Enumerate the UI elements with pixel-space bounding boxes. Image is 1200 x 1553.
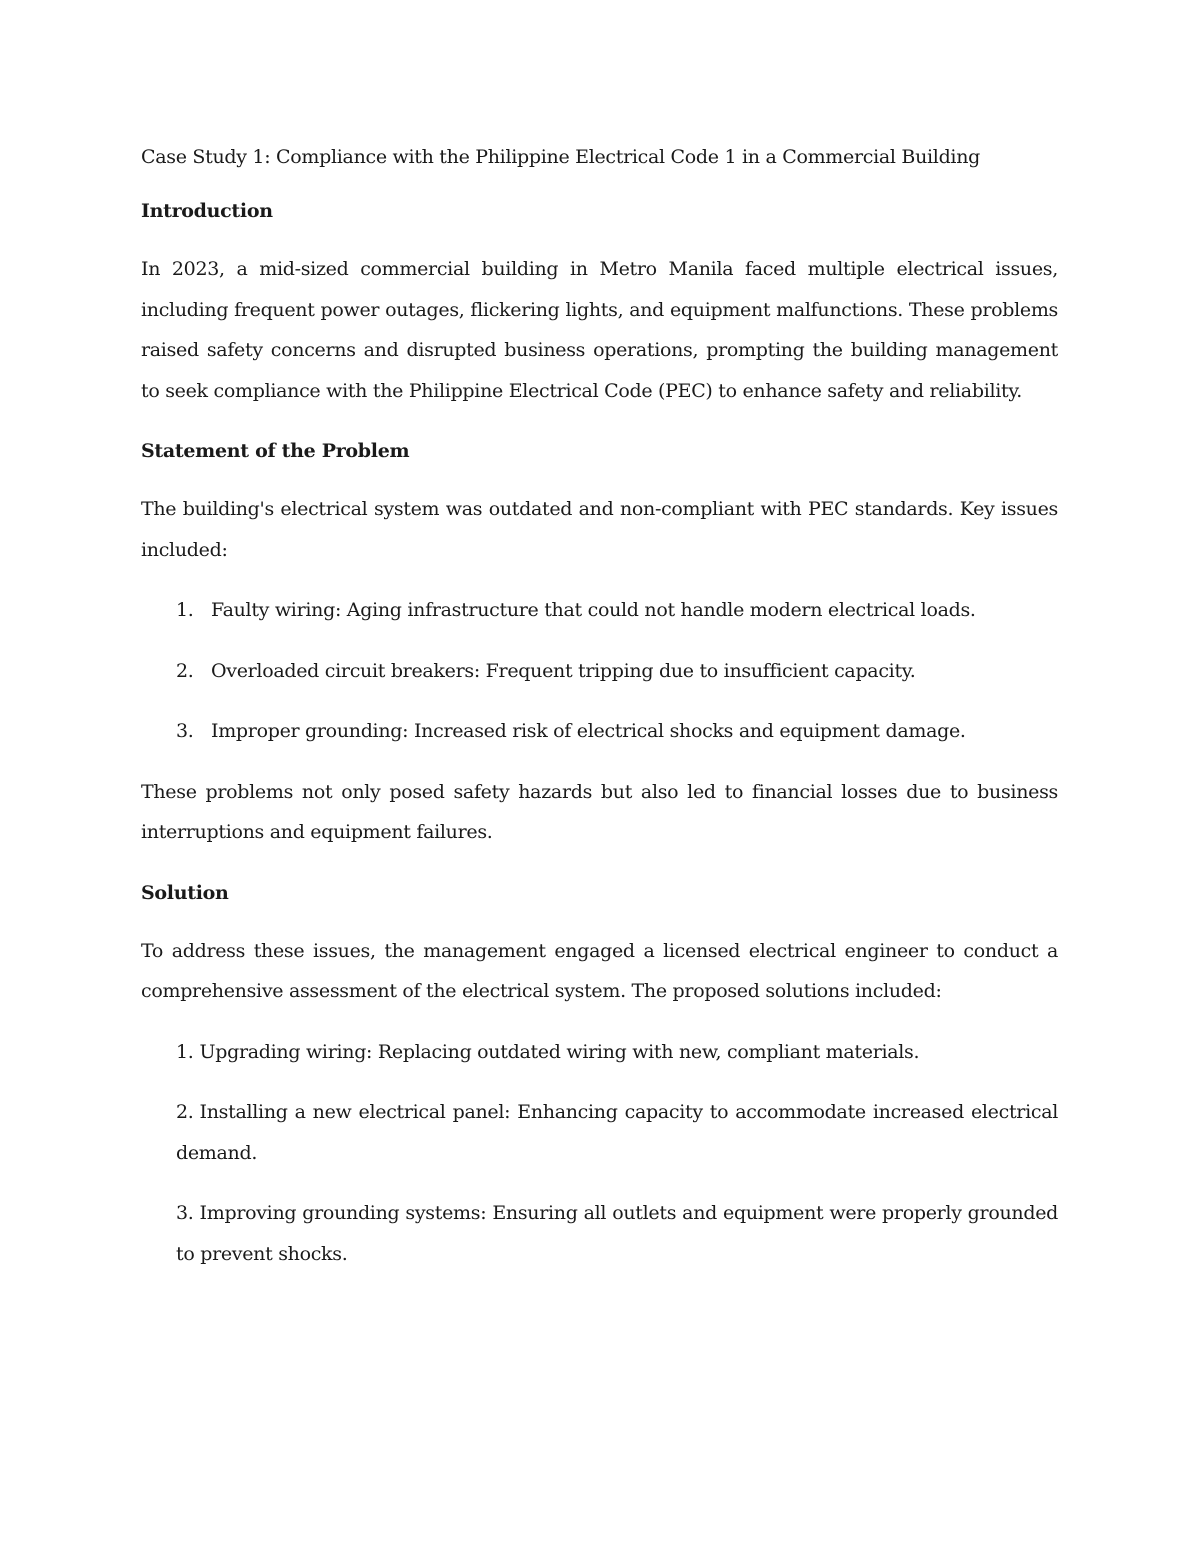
heading-statement-of-problem: Statement of the Problem bbox=[141, 440, 410, 462]
problem-closing-paragraph: These problems not only posed safety hazards but also led to financial losses due to business interruptions and equipment failures. bbox=[141, 780, 1058, 843]
list-item-text: Improving grounding systems: Ensuring all outlets and equipment were properly grounded to prevent shocks. bbox=[176, 1202, 1058, 1265]
list-item-text: Installing a new electrical panel: Enhancing capacity to accommodate increased electrical demand. bbox=[176, 1101, 1058, 1164]
problem-intro-paragraph: The building's electrical system was outdated and non-compliant with PEC standards. Key issues included: bbox=[141, 498, 1058, 561]
list-item-text: Faulty wiring: Aging infrastructure that could not handle modern electrical loads. bbox=[211, 599, 976, 621]
document-title: Case Study 1: Compliance with the Philippine Electrical Code 1 in a Commercial Building bbox=[141, 146, 981, 168]
list-item-number: 3. bbox=[176, 1202, 194, 1224]
solution-list bbox=[141, 1032, 1058, 1275]
list-item-number: 3. bbox=[176, 720, 194, 742]
list-item-text: Overloaded circuit breakers: Frequent tripping due to insufficient capacity. bbox=[211, 659, 916, 682]
list-item bbox=[141, 1193, 1058, 1274]
list-item bbox=[141, 1032, 1058, 1073]
solution-intro-paragraph: To address these issues, the management engaged a licensed electrical engineer to conduct a comprehensive assessment of the electrical system. The proposed solutions included: bbox=[141, 939, 1058, 1002]
heading-introduction: Introduction bbox=[141, 200, 273, 222]
list-item bbox=[141, 711, 1058, 752]
problem-list bbox=[141, 590, 1058, 752]
list-item-number: 2. bbox=[176, 659, 194, 682]
list-item bbox=[141, 651, 1058, 692]
list-item bbox=[141, 590, 1058, 631]
list-item-text: Upgrading wiring: Replacing outdated wiring with new, compliant materials. bbox=[199, 1040, 920, 1063]
introduction-paragraph: In 2023, a mid-sized commercial building in Metro Manila faced multiple electrical issues, including frequent power outages, flickering lights, and equipment malfunctions. These problems raised safety concerns and disrupted business operations, prompting the building management to seek compliance with the Philippine Electrical Code (PEC) to enhance safety and reliability. bbox=[141, 258, 1058, 402]
list-item-number: 2. bbox=[176, 1101, 194, 1123]
heading-solution: Solution bbox=[141, 881, 229, 904]
list-item-text: Improper grounding: Increased risk of electrical shocks and equipment damage. bbox=[211, 720, 966, 742]
list-item-number: 1. bbox=[176, 599, 194, 621]
list-item bbox=[141, 1092, 1058, 1173]
document-page bbox=[141, 140, 1058, 1294]
list-item-number: 1. bbox=[176, 1040, 194, 1063]
